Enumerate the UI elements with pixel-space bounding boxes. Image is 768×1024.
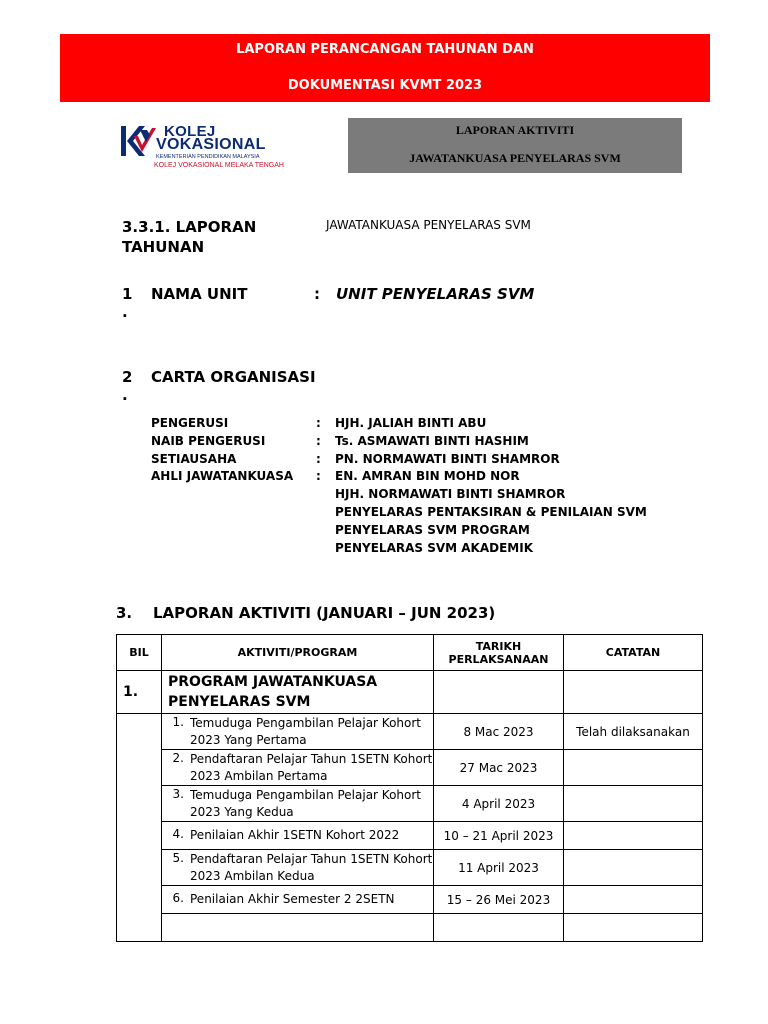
program-row bbox=[117, 671, 703, 714]
notes-cell bbox=[564, 850, 703, 886]
activity-number: 6. bbox=[172, 891, 184, 905]
logo-name-line-1: KOLEJ bbox=[164, 123, 216, 140]
header-date: TARIKH PERLAKSANAAN bbox=[434, 635, 564, 671]
title-banner bbox=[60, 34, 710, 102]
item-2-label: CARTA ORGANISASI bbox=[151, 368, 316, 386]
bil-spacer-cell bbox=[117, 714, 162, 942]
org-role: PENGERUSI bbox=[151, 416, 229, 430]
activity-text: Temuduga Pengambilan Pelajar Kohort 2023 Yang Pertama bbox=[190, 715, 422, 747]
org-role: NAIB PENGERUSI bbox=[151, 434, 266, 448]
org-name: PN. NORMAWATI BINTI SHAMROR bbox=[335, 452, 560, 466]
empty-table-row bbox=[117, 914, 703, 942]
org-member: HJH. NORMAWATI BINTI SHAMROR bbox=[335, 487, 566, 501]
unit-name-value: UNIT PENYELARAS SVM bbox=[336, 285, 535, 303]
college-logo bbox=[120, 122, 284, 172]
table-row bbox=[117, 850, 703, 886]
logo-college: KOLEJ VOKASIONAL MELAKA TENGAH bbox=[154, 162, 284, 169]
program-bil: 1. bbox=[117, 671, 162, 714]
activity-text: Penilaian Akhir 1SETN Kohort 2022 bbox=[190, 828, 400, 842]
org-member: PENYELARAS PENTAKSIRAN & PENILAIAN SVM bbox=[335, 505, 647, 519]
org-name: Ts. ASMAWATI BINTI HASHIM bbox=[335, 434, 529, 448]
header-notes: CATATAN bbox=[564, 635, 703, 671]
section-3-number: 3. bbox=[116, 604, 133, 622]
activity-number: 1. bbox=[172, 714, 184, 729]
activity-number: 3. bbox=[172, 786, 184, 801]
item-1-colon: : bbox=[314, 285, 320, 303]
header-box-line-2: JAWATANKUASA PENYELARAS SVM bbox=[409, 151, 621, 165]
empty-cell bbox=[434, 914, 564, 942]
item-1-number: 1 bbox=[122, 285, 133, 303]
activity-text: Penilaian Akhir Semester 2 2SETN bbox=[190, 892, 395, 906]
date-cell: 11 April 2023 bbox=[434, 850, 564, 886]
org-member: PENYELARAS SVM PROGRAM bbox=[335, 523, 530, 537]
org-name: HJH. JALIAH BINTI ABU bbox=[335, 416, 487, 430]
date-cell: 10 – 21 April 2023 bbox=[434, 822, 564, 850]
activity-text: Pendaftaran Pelajar Tahun 1SETN Kohort 2023 Ambilan Pertama bbox=[190, 751, 433, 783]
empty-cell bbox=[564, 914, 703, 942]
logo-ministry: KEMENTERIAN PENDIDIKAN MALAYSIA bbox=[156, 154, 260, 160]
notes-cell bbox=[564, 886, 703, 914]
item-1-label: NAMA UNIT bbox=[151, 285, 248, 303]
org-colon: : bbox=[316, 469, 321, 483]
org-colon: : bbox=[316, 416, 321, 430]
section-3-title: LAPORAN AKTIVITI (JANUARI – JUN 2023) bbox=[153, 604, 496, 622]
date-cell: 15 – 26 Mei 2023 bbox=[434, 886, 564, 914]
section-331-label-2: TAHUNAN bbox=[122, 238, 205, 256]
activity-cell bbox=[162, 786, 434, 822]
table-row bbox=[117, 822, 703, 850]
empty-cell bbox=[162, 914, 434, 942]
activity-text: Temuduga Pengambilan Pelajar Kohort 2023 Yang Kedua bbox=[190, 787, 422, 819]
org-name: EN. AMRAN BIN MOHD NOR bbox=[335, 469, 520, 483]
org-colon: : bbox=[316, 434, 321, 448]
date-cell: 4 April 2023 bbox=[434, 786, 564, 822]
table-row bbox=[117, 786, 703, 822]
table-row bbox=[117, 714, 703, 750]
activity-cell bbox=[162, 750, 434, 786]
item-2-number: 2 bbox=[122, 368, 133, 386]
report-header-box bbox=[348, 118, 682, 173]
header-activity: AKTIVITI/PROGRAM bbox=[162, 635, 434, 671]
notes-cell bbox=[564, 750, 703, 786]
notes-cell bbox=[564, 786, 703, 822]
activity-number: 5. bbox=[172, 850, 184, 865]
activity-cell bbox=[162, 714, 434, 750]
table-header-row bbox=[117, 635, 703, 671]
activity-cell bbox=[162, 886, 434, 914]
date-cell: 8 Mac 2023 bbox=[434, 714, 564, 750]
org-colon: : bbox=[316, 452, 321, 466]
empty-cell bbox=[434, 671, 564, 714]
section-331-value: JAWATANKUASA PENYELARAS SVM bbox=[326, 218, 531, 232]
item-1-dot: . bbox=[122, 303, 128, 321]
empty-cell bbox=[564, 671, 703, 714]
item-2-dot: . bbox=[122, 386, 128, 404]
table-row bbox=[117, 886, 703, 914]
banner-line-1: LAPORAN PERANCANGAN TAHUNAN DAN bbox=[236, 42, 534, 57]
kv-logo-icon bbox=[120, 124, 160, 158]
activity-text: Pendaftaran Pelajar Tahun 1SETN Kohort 2023 Ambilan Kedua bbox=[190, 851, 433, 883]
activity-cell bbox=[162, 822, 434, 850]
activity-number: 2. bbox=[172, 750, 184, 765]
org-member: PENYELARAS SVM AKADEMIK bbox=[335, 541, 533, 555]
activity-cell bbox=[162, 850, 434, 886]
org-role: AHLI JAWATANKUASA bbox=[151, 469, 294, 483]
notes-cell bbox=[564, 822, 703, 850]
logo-name-line-2: VOKASIONAL bbox=[156, 136, 266, 153]
notes-cell: Telah dilaksanakan bbox=[564, 714, 703, 750]
program-title: PROGRAM JAWATANKUASA PENYELARAS SVM bbox=[162, 671, 434, 714]
activity-number: 4. bbox=[172, 827, 184, 841]
banner-line-2: DOKUMENTASI KVMT 2023 bbox=[287, 78, 483, 93]
org-role: SETIAUSAHA bbox=[151, 452, 237, 466]
date-cell: 27 Mac 2023 bbox=[434, 750, 564, 786]
table-row bbox=[117, 750, 703, 786]
header-box-line-1: LAPORAN AKTIVITI bbox=[455, 123, 575, 137]
activity-table bbox=[116, 634, 703, 942]
header-bil: BIL bbox=[117, 635, 162, 671]
section-331-label-1: 3.3.1. LAPORAN bbox=[122, 218, 257, 236]
